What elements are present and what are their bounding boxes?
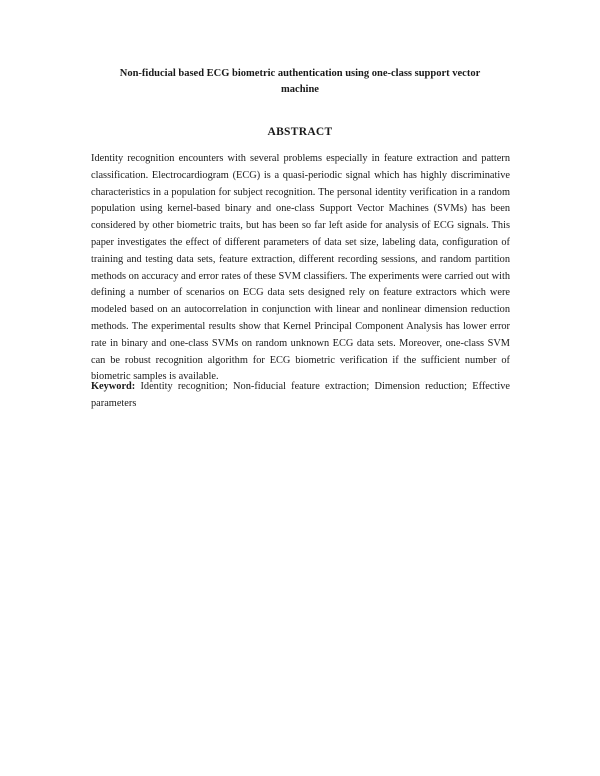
keyword-text: Identity recognition; Non-fiducial feature extraction; Dimension reduction; Effective parameters [91,381,510,409]
paper-title: Non-fiducial based ECG biometric authentication using one-class support vector machine [119,68,481,95]
abstract-text: Identity recognition encounters with several problems especially in feature extraction and pattern classification. Electrocardiogram (ECG) is a quasi-periodic signal which has highly discriminative characteristics in a population for subject recognition. The personal identity verification in a random population using kernel-based binary and one-class Support Vector Machines (SVMs) has been considered by other biometric traits, but has been so far left aside for analysis of ECG signals. This paper investigates the effect of different parameters of data set size, labeling data, configuration of training and testing data sets, feature extraction, different recording sessions, and random partition methods on accuracy and error rates of these SVM classifiers. The experiments were carried out with defining a number of scenarios on ECG data sets designed rely on feature extractors which were modeled based on an autocorrelation in conjunction with linear and nonlinear dimension reduction methods. The experimental results show that Kernel Principal Component Analysis has lower error rate in binary and one-class SVMs on random unknown ECG data sets. Moreover, one-class SVM can be robust recognition algorithm for ECG biometric verification if the sufficient number of biometric samples is available. [91,153,510,383]
abstract-heading: ABSTRACT [267,126,333,138]
keyword-label: Keyword: [91,381,136,392]
keywords-paragraph [91,379,510,413]
